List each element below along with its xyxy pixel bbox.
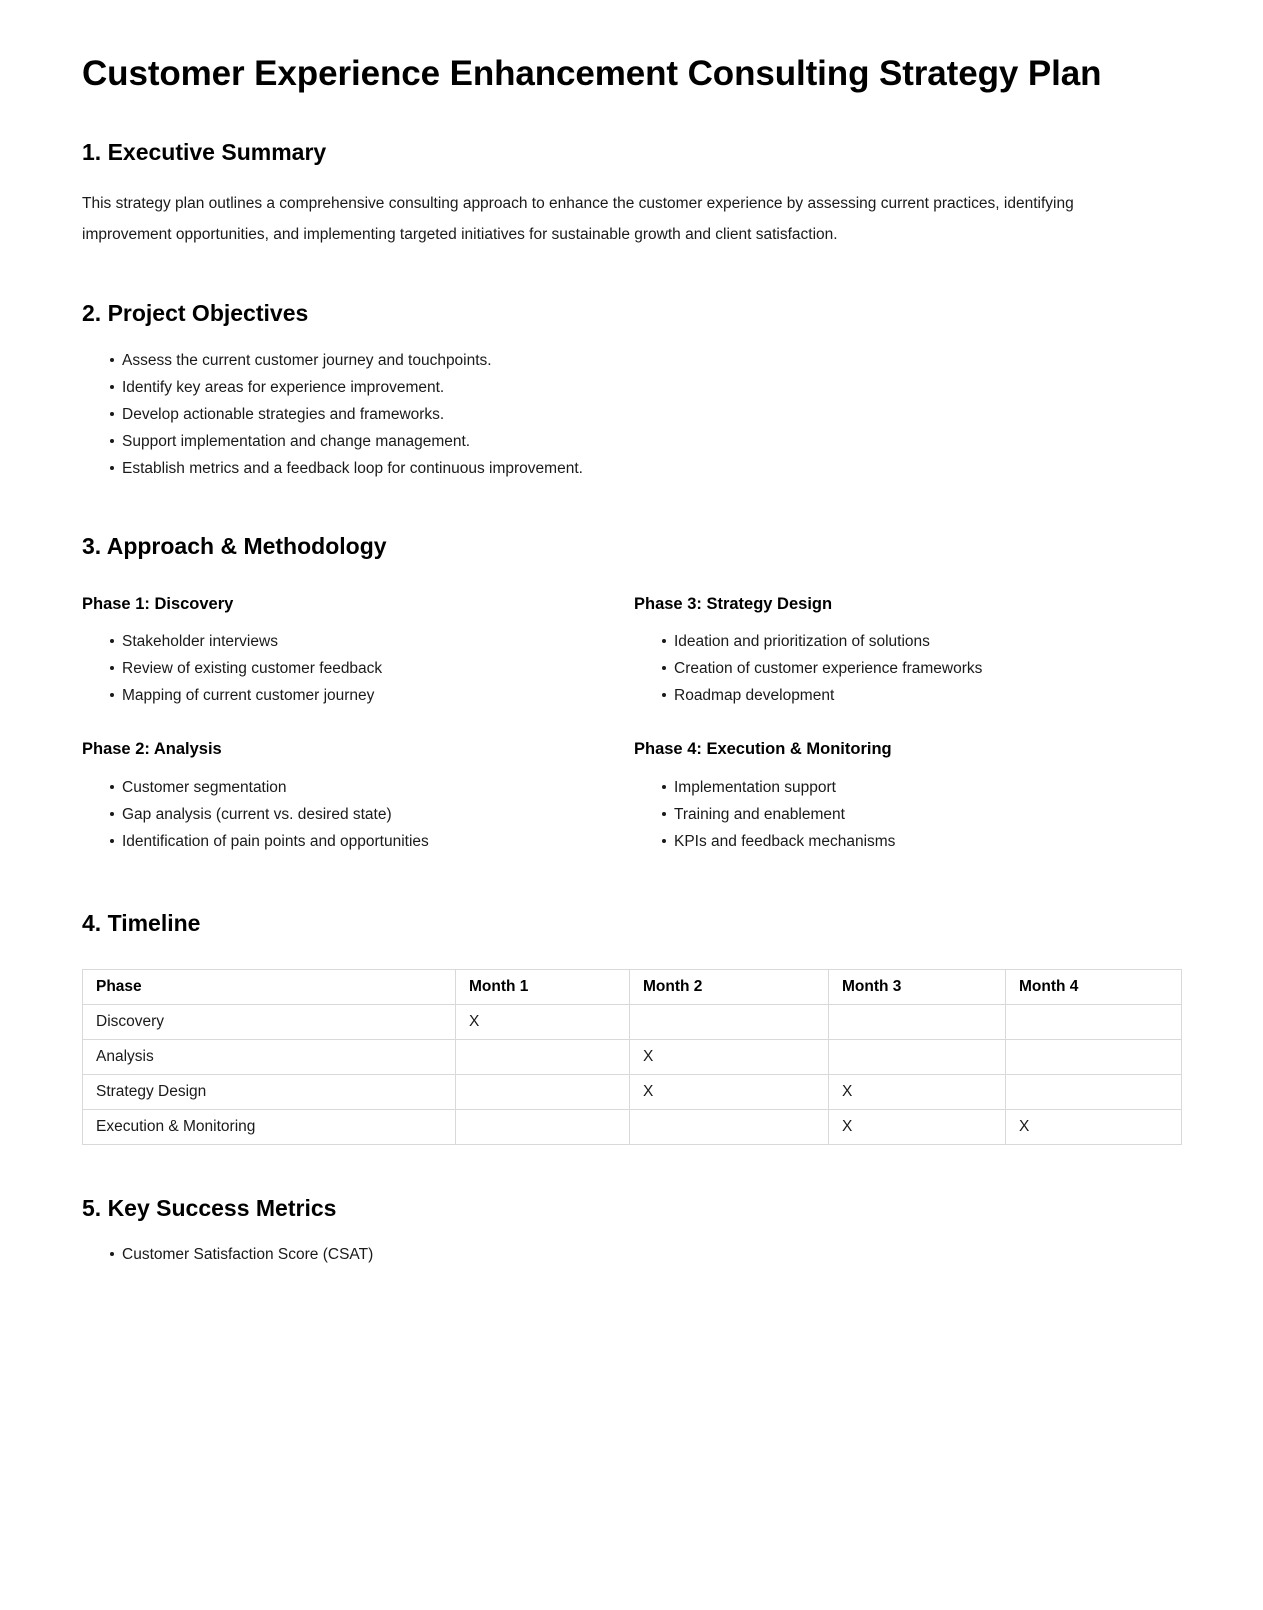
section-heading-project-objectives: 2. Project Objectives bbox=[82, 300, 309, 327]
column-header-month-3: Month 3 bbox=[829, 969, 1006, 1004]
page-title: Customer Experience Enhancement Consulting Strategy Plan bbox=[82, 54, 1102, 93]
cell-month-4: X bbox=[1006, 1109, 1182, 1144]
phase-title-4: Phase 4: Execution & Monitoring bbox=[634, 740, 892, 759]
list-item: Roadmap development bbox=[663, 682, 1181, 709]
list-item: Stakeholder interviews bbox=[111, 628, 634, 655]
list-item: Review of existing customer feedback bbox=[111, 655, 634, 682]
list-item: Mapping of current customer journey bbox=[111, 682, 634, 709]
list-item: Customer segmentation bbox=[111, 774, 634, 801]
cell-month-4 bbox=[1006, 1004, 1182, 1039]
cell-phase: Discovery bbox=[83, 1004, 456, 1039]
column-header-phase: Phase bbox=[83, 969, 456, 1004]
timeline-table bbox=[82, 969, 1182, 1145]
table-header-row bbox=[83, 969, 1182, 1004]
column-header-month-1: Month 1 bbox=[456, 969, 630, 1004]
column-header-month-2: Month 2 bbox=[630, 969, 829, 1004]
phases-column-right bbox=[634, 595, 1181, 856]
cell-month-2: X bbox=[630, 1039, 829, 1074]
phase-4-list bbox=[634, 774, 1181, 855]
key-success-metrics-list bbox=[82, 1241, 1181, 1268]
section-heading-executive-summary: 1. Executive Summary bbox=[82, 138, 327, 165]
phase-block-3 bbox=[634, 595, 1181, 710]
list-item: Training and enablement bbox=[663, 801, 1181, 828]
phase-block-1 bbox=[82, 595, 634, 710]
cell-phase: Strategy Design bbox=[83, 1074, 456, 1109]
table-row bbox=[83, 1109, 1182, 1144]
table-row bbox=[83, 1004, 1182, 1039]
cell-month-2: X bbox=[630, 1074, 829, 1109]
cell-month-3: X bbox=[829, 1109, 1006, 1144]
section-heading-approach-methodology: 3. Approach & Methodology bbox=[82, 532, 387, 559]
phase-1-list bbox=[82, 628, 634, 709]
cell-month-4 bbox=[1006, 1039, 1182, 1074]
list-item: Identification of pain points and opportunities bbox=[111, 828, 634, 855]
phase-2-list bbox=[82, 774, 634, 855]
cell-phase: Analysis bbox=[83, 1039, 456, 1074]
column-header-month-4: Month 4 bbox=[1006, 969, 1182, 1004]
list-item: Gap analysis (current vs. desired state) bbox=[111, 801, 634, 828]
phases-grid bbox=[82, 595, 1181, 856]
cell-month-4 bbox=[1006, 1074, 1182, 1109]
list-item: Assess the current customer journey and touchpoints. bbox=[111, 347, 1181, 374]
phase-block-4 bbox=[634, 740, 1181, 855]
list-item: Identify key areas for experience improvement. bbox=[111, 374, 1181, 401]
executive-summary-paragraph: This strategy plan outlines a comprehensive consulting approach to enhance the customer experience by assessing current practices, identifying improvement opportunities, and implementing targeted initiatives for sustainable growth and client satisfaction. bbox=[82, 195, 1074, 244]
cell-month-2 bbox=[630, 1004, 829, 1039]
section-heading-timeline: 4. Timeline bbox=[82, 910, 201, 937]
cell-month-1 bbox=[456, 1039, 630, 1074]
cell-phase: Execution & Monitoring bbox=[83, 1109, 456, 1144]
cell-month-2 bbox=[630, 1109, 829, 1144]
list-item: Implementation support bbox=[663, 774, 1181, 801]
phase-3-list bbox=[634, 628, 1181, 709]
cell-month-3 bbox=[829, 1039, 1006, 1074]
list-item: Establish metrics and a feedback loop for continuous improvement. bbox=[111, 455, 1181, 482]
list-item: Customer Satisfaction Score (CSAT) bbox=[111, 1241, 1181, 1268]
list-item: Ideation and prioritization of solutions bbox=[663, 628, 1181, 655]
phase-title-3: Phase 3: Strategy Design bbox=[634, 594, 833, 613]
table-row bbox=[83, 1039, 1182, 1074]
phases-column-left bbox=[82, 595, 634, 856]
phase-title-2: Phase 2: Analysis bbox=[82, 740, 222, 759]
cell-month-1: X bbox=[456, 1004, 630, 1039]
project-objectives-list bbox=[82, 347, 1181, 482]
cell-month-1 bbox=[456, 1109, 630, 1144]
list-item: Support implementation and change management. bbox=[111, 428, 1181, 455]
cell-month-1 bbox=[456, 1074, 630, 1109]
list-item: KPIs and feedback mechanisms bbox=[663, 828, 1181, 855]
cell-month-3: X bbox=[829, 1074, 1006, 1109]
phase-title-1: Phase 1: Discovery bbox=[82, 594, 234, 613]
table-row bbox=[83, 1074, 1182, 1109]
phase-block-2 bbox=[82, 740, 634, 855]
section-heading-key-success-metrics: 5. Key Success Metrics bbox=[82, 1194, 337, 1221]
cell-month-3 bbox=[829, 1004, 1006, 1039]
list-item: Develop actionable strategies and frameworks. bbox=[111, 401, 1181, 428]
list-item: Creation of customer experience frameworks bbox=[663, 655, 1181, 682]
